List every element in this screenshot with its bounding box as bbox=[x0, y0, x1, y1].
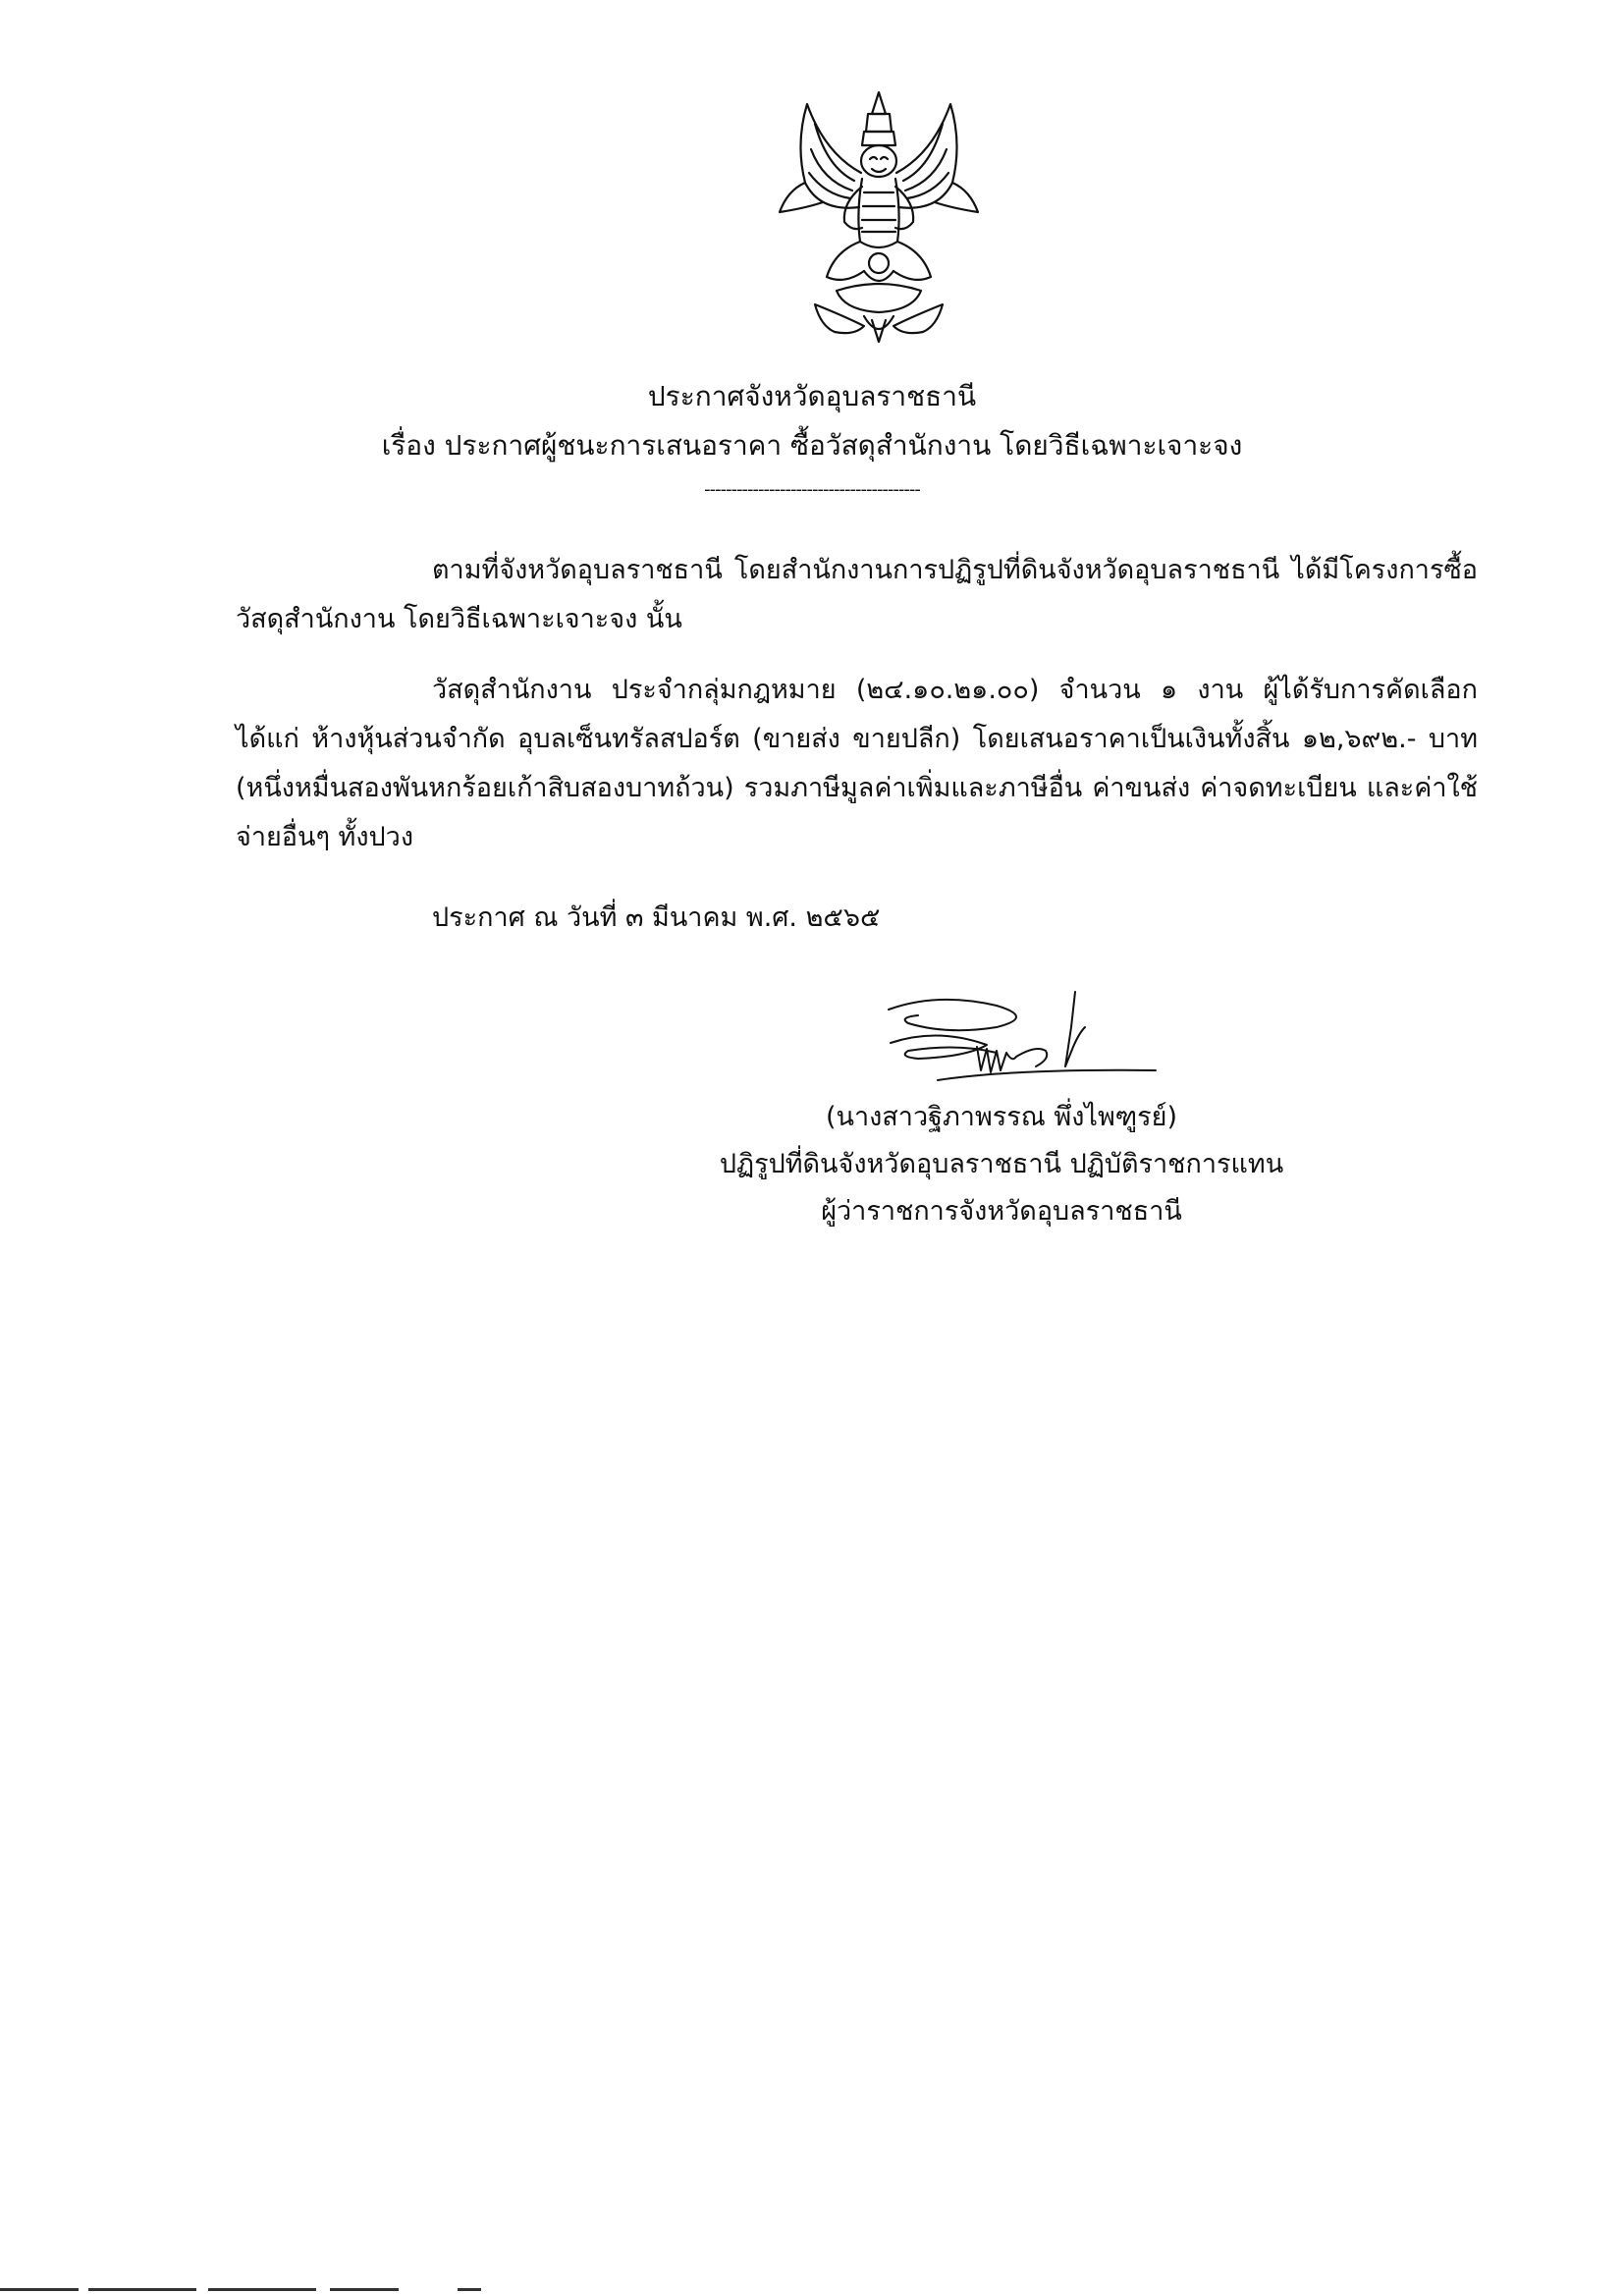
signatory-position-on-behalf: ผู้ว่าราชการจังหวัดอุบลราชธานี bbox=[821, 1196, 1182, 1227]
scan-edge-marks bbox=[0, 2288, 491, 2294]
paragraph-winner-text: วัสดุสำนักงาน ประจำกลุ่มกฎหมาย (๒๔.๑๐.๒๑.๐๐) จำนวน ๑ งาน ผู้ได้รับการคัดเลือก ได้แก่ ห้างหุ้นส่วนจำกัด อุบลเซ็นทรัลสปอร์ต (ขายส่ง ขายปลีก) โดยเสนอราคาเป็นเงินทั้งสิ้น ๑๒,๖๙๒.- บาท (หนึ่งหมื่นสองพันหกร้อยเก้าสิบสองบาทถ้วน) รวมภาษีมูลค่าเพิ่มและภาษีอื่น ค่าขนส่ง ค่าจดทะเบียน และค่าใช้จ่ายอื่นๆ ทั้งปวง bbox=[236, 675, 1478, 852]
signatory-name: (นางสาวฐิภาพรรณ พึ่งไพฑูรย์) bbox=[825, 1102, 1178, 1132]
signatory-position: ปฏิรูปที่ดินจังหวัดอุบลราชธานี ปฏิบัติราชการแทน bbox=[719, 1149, 1284, 1179]
paragraph-project bbox=[236, 546, 1478, 644]
signatory-block bbox=[687, 1094, 1316, 1235]
paragraph-project-text: ตามที่จังหวัดอุบลราชธานี โดยสำนักงานการปฏิรูปที่ดินจังหวัดอุบลราชธานี ได้มีโครงการซื้อวัสดุสำนักงาน โดยวิธีเฉพาะเจาะจง นั้น bbox=[236, 555, 1478, 634]
paragraph-winner bbox=[236, 666, 1478, 862]
title-divider: ---------------------------------------- bbox=[704, 479, 920, 500]
announcement-title: ประกาศจังหวัดอุบลราชธานี bbox=[647, 380, 977, 412]
announcement-date: ประกาศ ณ วันที่ ๓ มีนาคม พ.ศ. ๒๕๖๕ bbox=[432, 902, 881, 933]
garuda-emblem-icon bbox=[766, 84, 992, 350]
announcement-subject: เรื่อง ประกาศผู้ชนะการเสนอราคา ซื้อวัสดุสำนักงาน โดยวิธีเฉพาะเจาะจง bbox=[381, 429, 1243, 462]
handwritten-signature-icon bbox=[879, 988, 1164, 1096]
